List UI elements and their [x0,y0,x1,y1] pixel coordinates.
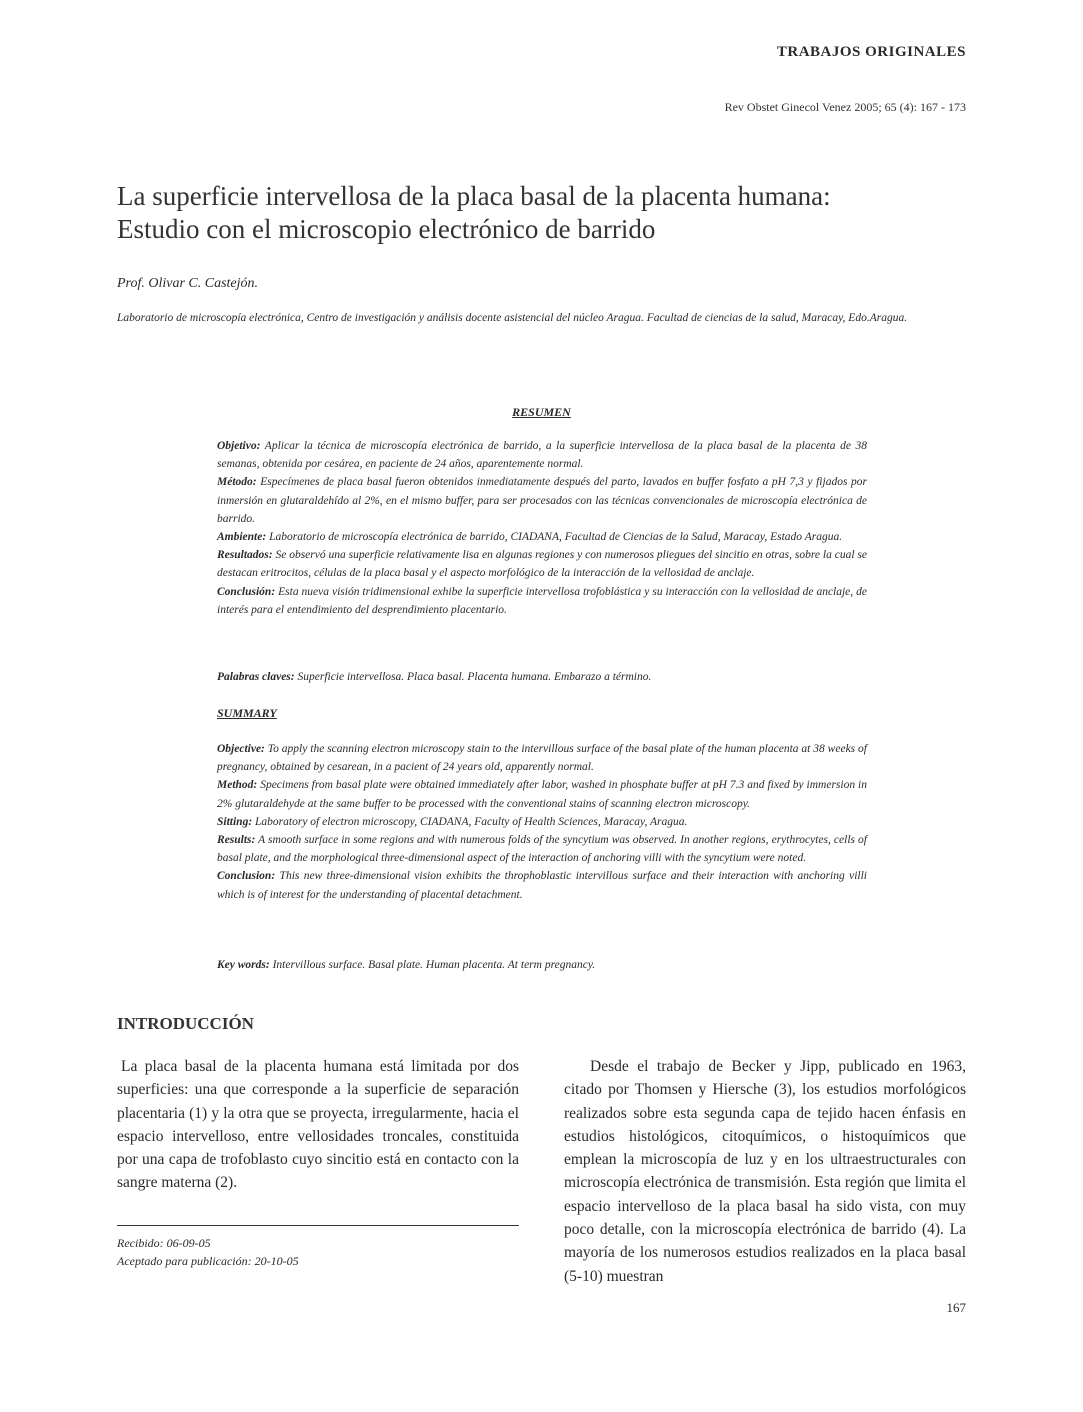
key-words [217,956,867,974]
resumen-item-text: Laboratorio de microscopía electrónica de barrido, CIADANA, Facultad de Ciencias de la Salud, Maracay, Estado Aragua. [266,531,843,544]
summary-item [217,740,867,776]
resumen-item [217,546,867,582]
key-words-label: Key words: [217,959,270,971]
title-line-2: Estudio con el microscopio electrónico de barrido [117,214,656,244]
key-words-text: Intervillous surface. Basal plate. Human placenta. At term pregnancy. [269,959,596,971]
right-column [564,1055,966,1288]
summary-item [217,831,867,867]
footnote-divider [117,1225,519,1226]
resumen-item [217,437,867,473]
intro-paragraph-right: Desde el trabajo de Becker y Jipp, publicado en 1963, citado por Thomsen y Hiersche (3), los estudios morfológicos realizados sobre esta segunda capa de tejido hacen énfasis en estudios histológicos, citoquímicos, o histoquímicos que emplean la microscopía de luz y en los ultraestructurales con microscopía electrónica de transmisión. Esta región que limita el espacio intervelloso de la placa basal ha sido vista, con muy poco detalle, con la microscopía electrónica de barrido (4). La mayoría de los numerosos estudios realizados en la placa basal (5-10) muestran [564,1058,966,1285]
resumen-item-label: Resultados: [217,549,273,562]
page-number: 167 [946,1300,966,1315]
resumen-item-label: Método: [217,476,257,489]
summary-item-text: Laboratory of electron microscopy, CIADANA, Faculty of Health Sciences, Maracay, Aragua. [252,815,688,828]
journal-citation: Rev Obstet Ginecol Venez 2005; 65 (4): 167 - 173 [724,100,966,114]
summary-item-label: Results: [217,834,256,847]
resumen-item-label: Conclusión: [217,585,276,598]
introduccion-heading: INTRODUCCIÓN [117,1014,254,1033]
resumen-item-text: Se observó una superficie relativamente lisa en algunas regiones y con numerosos pliegues del sincitio en otras, sobre la cual se destacan eritrocitos, células de la placa basal y el aspecto morfológico de la interacción de la vellosidad de anclaje. [217,549,867,580]
summary-item-label: Conclusion: [217,870,276,883]
author: Prof. Olivar C. Castejón. [117,276,259,291]
summary-item [217,813,867,831]
summary-item-text: This new three-dimensional vision exhibits the throphoblastic intervillous surface and their interaction with anchoring villi which is of interest for the understanding of placental detachment. [217,870,867,901]
left-column [117,1055,519,1195]
resumen-item-label: Objetivo: [217,440,261,452]
summary-item [217,776,867,812]
summary-heading: SUMMARY [217,706,277,720]
resumen-heading: RESUMEN [512,405,571,419]
resumen-item [217,583,867,619]
resumen-item [217,473,867,528]
summary-item-label: Method: [217,779,258,792]
summary-item-text: Specimens from basal plate were obtained immediately after labor, washed in phosphate buffer at pH 7.3 and fixed by immersion in 2% glutaraldehyde at the same buffer to be processed with the conventional stains of scanning electron microscopy. [217,779,867,810]
palabras-claves [217,668,867,686]
affiliation: Laboratorio de microscopía electrónica, Centro de investigación y análisis docente asistencial del núcleo Aragua. Facultad de ciencias de la salud, Maracay, Edo.Aragua. [117,312,908,324]
summary-item-text: A smooth surface in some regions and with numerous folds of the syncytium was observed. In another regions, erythrocytes, cells of basal plate, and the morphological three-dimensional aspect of the interaction of anchoring villi with the syncytium were noted. [217,834,867,865]
intro-paragraph-left: La placa basal de la placenta humana está limitada por dos superficies: una que corresponde a la superficie de separación placentaria (1) y la otra que se proyecta, irregularmente, hacia el espacio intervelloso, entre vellosidades troncales, constituida por una capa de trofoblasto cuyo sincitio está en contacto con la sangre materna (2). [117,1058,519,1192]
resumen-item-text: Especímenes de placa basal fueron obtenidos inmediatamente después del parto, lavados en buffer fosfato a pH 7,3 y fijados por inmersión en glutaraldehído al 2%, en el mismo buffer, para ser procesados con las técnicas convencionales de microscopía electrónica de barrido. [217,476,867,525]
resumen-item-text: Aplicar la técnica de microscopía electrónica de barrido, a la superficie intervellosa de la placa basal de la placenta de 38 semanas, obtenida por cesárea, en paciente de 24 años, aparentemente normal. [217,440,867,471]
summary-item-text: To apply the scanning electron microscopy stain to the intervillous surface of the basal plate of the human placenta at 38 weeks of pregnancy, obtained by cesarean, in a pacient of 24 years old, apparently normal. [217,743,867,774]
resumen-item-text: Esta nueva visión tridimensional exhibe la superficie intervellosa trofoblástica y su interacción con la vellosidad de anclaje, de interés para el entendimiento del desprendimiento placentario. [217,585,867,616]
title-line-1: La superficie intervellosa de la placa basal de la placenta humana: [117,181,831,211]
summary-item-label: Sitting: [217,815,253,828]
resumen-body [217,437,867,619]
summary-item [217,867,867,903]
section-label: TRABAJOS ORIGINALES [776,44,966,60]
accepted-date: Aceptado para publicación: 20-10-05 [117,1254,299,1268]
article-title [117,180,977,246]
summary-body [217,740,867,904]
resumen-item [217,528,867,546]
palabras-claves-text: Superficie intervellosa. Placa basal. Placenta humana. Embarazo a término. [294,671,652,683]
summary-item-label: Objective: [217,743,265,755]
palabras-claves-label: Palabras claves: [217,671,295,683]
received-date: Recibido: 06-09-05 [117,1236,211,1250]
footnote-dates [117,1234,299,1270]
resumen-item-label: Ambiente: [217,531,267,544]
